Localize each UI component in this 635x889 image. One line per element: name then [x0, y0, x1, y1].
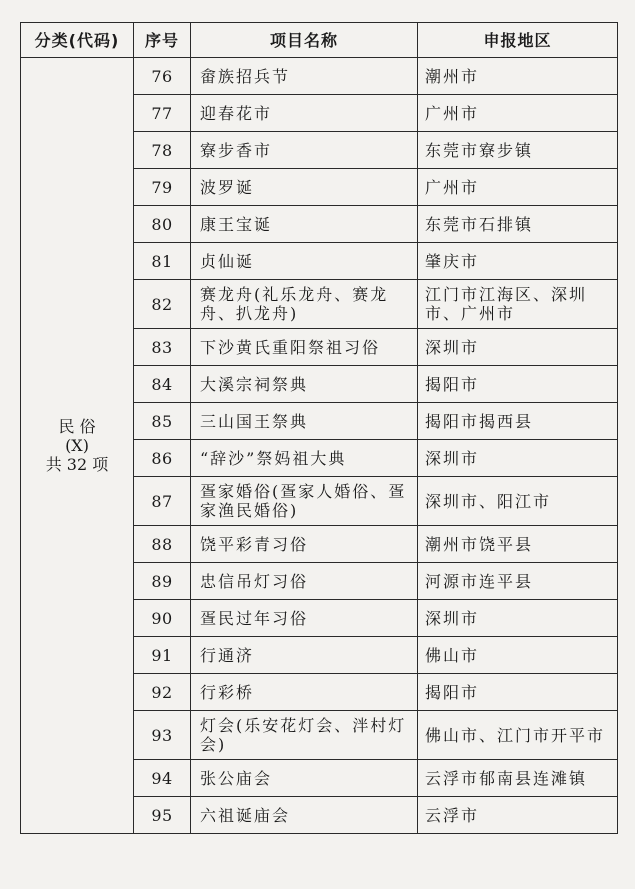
- row-number: 86: [134, 440, 191, 477]
- row-project-name: 赛龙舟(礼乐龙舟、赛龙舟、扒龙舟): [191, 280, 418, 329]
- row-project-name: 迎春花市: [191, 95, 418, 132]
- row-number: 76: [134, 58, 191, 95]
- row-project-name: 寮步香市: [191, 132, 418, 169]
- category-code: (X): [65, 436, 89, 455]
- row-number: 87: [134, 477, 191, 526]
- row-project-name: 忠信吊灯习俗: [191, 563, 418, 600]
- row-project-name: 灯会(乐安花灯会、泮村灯会): [191, 711, 418, 760]
- row-region: 肇庆市: [418, 243, 618, 280]
- row-number: 81: [134, 243, 191, 280]
- row-number: 92: [134, 674, 191, 711]
- row-project-name: 畲族招兵节: [191, 58, 418, 95]
- table-body: [21, 58, 618, 834]
- row-project-name: 行通济: [191, 637, 418, 674]
- row-number: 93: [134, 711, 191, 760]
- row-region: 广州市: [418, 169, 618, 206]
- row-number: 95: [134, 797, 191, 834]
- row-region: 深圳市、阳江市: [418, 477, 618, 526]
- row-number: 84: [134, 366, 191, 403]
- header-region: 申报地区: [418, 23, 618, 58]
- row-number: 90: [134, 600, 191, 637]
- row-project-name: “辞沙”祭妈祖大典: [191, 440, 418, 477]
- row-number: 78: [134, 132, 191, 169]
- row-region: 揭阳市: [418, 366, 618, 403]
- row-region: 云浮市: [418, 797, 618, 834]
- heritage-list-table: [20, 22, 618, 834]
- row-region: 广州市: [418, 95, 618, 132]
- row-project-name: 贞仙诞: [191, 243, 418, 280]
- row-region: 东莞市石排镇: [418, 206, 618, 243]
- row-region: 潮州市: [418, 58, 618, 95]
- row-number: 80: [134, 206, 191, 243]
- row-region: 深圳市: [418, 440, 618, 477]
- row-project-name: 疍家婚俗(疍家人婚俗、疍家渔民婚俗): [191, 477, 418, 526]
- row-project-name: 六祖诞庙会: [191, 797, 418, 834]
- row-region: 河源市连平县: [418, 563, 618, 600]
- row-region: 云浮市郁南县连滩镇: [418, 760, 618, 797]
- table-row: [21, 58, 618, 95]
- row-project-name: 波罗诞: [191, 169, 418, 206]
- row-region: 深圳市: [418, 600, 618, 637]
- row-region: 揭阳市: [418, 674, 618, 711]
- row-number: 83: [134, 329, 191, 366]
- row-number: 82: [134, 280, 191, 329]
- header-category: 分类(代码): [21, 23, 134, 58]
- row-number: 85: [134, 403, 191, 440]
- row-region: 佛山市: [418, 637, 618, 674]
- row-number: 88: [134, 526, 191, 563]
- row-region: 江门市江海区、深圳市、广州市: [418, 280, 618, 329]
- category-label: 民 俗: [58, 417, 96, 436]
- row-number: 77: [134, 95, 191, 132]
- table-header-row: [21, 23, 618, 58]
- row-number: 79: [134, 169, 191, 206]
- row-region: 揭阳市揭西县: [418, 403, 618, 440]
- row-project-name: 康王宝诞: [191, 206, 418, 243]
- row-region: 深圳市: [418, 329, 618, 366]
- row-project-name: 下沙黄氏重阳祭祖习俗: [191, 329, 418, 366]
- category-cell: [21, 58, 134, 834]
- row-project-name: 张公庙会: [191, 760, 418, 797]
- row-project-name: 疍民过年习俗: [191, 600, 418, 637]
- row-region: 东莞市寮步镇: [418, 132, 618, 169]
- row-project-name: 饶平彩青习俗: [191, 526, 418, 563]
- row-number: 94: [134, 760, 191, 797]
- row-region: 佛山市、江门市开平市: [418, 711, 618, 760]
- row-project-name: 行彩桥: [191, 674, 418, 711]
- row-number: 89: [134, 563, 191, 600]
- header-number: 序号: [134, 23, 191, 58]
- row-project-name: 大溪宗祠祭典: [191, 366, 418, 403]
- row-region: 潮州市饶平县: [418, 526, 618, 563]
- row-number: 91: [134, 637, 191, 674]
- header-project-name: 项目名称: [191, 23, 418, 58]
- category-count: 共 32 项: [45, 455, 109, 474]
- row-project-name: 三山国王祭典: [191, 403, 418, 440]
